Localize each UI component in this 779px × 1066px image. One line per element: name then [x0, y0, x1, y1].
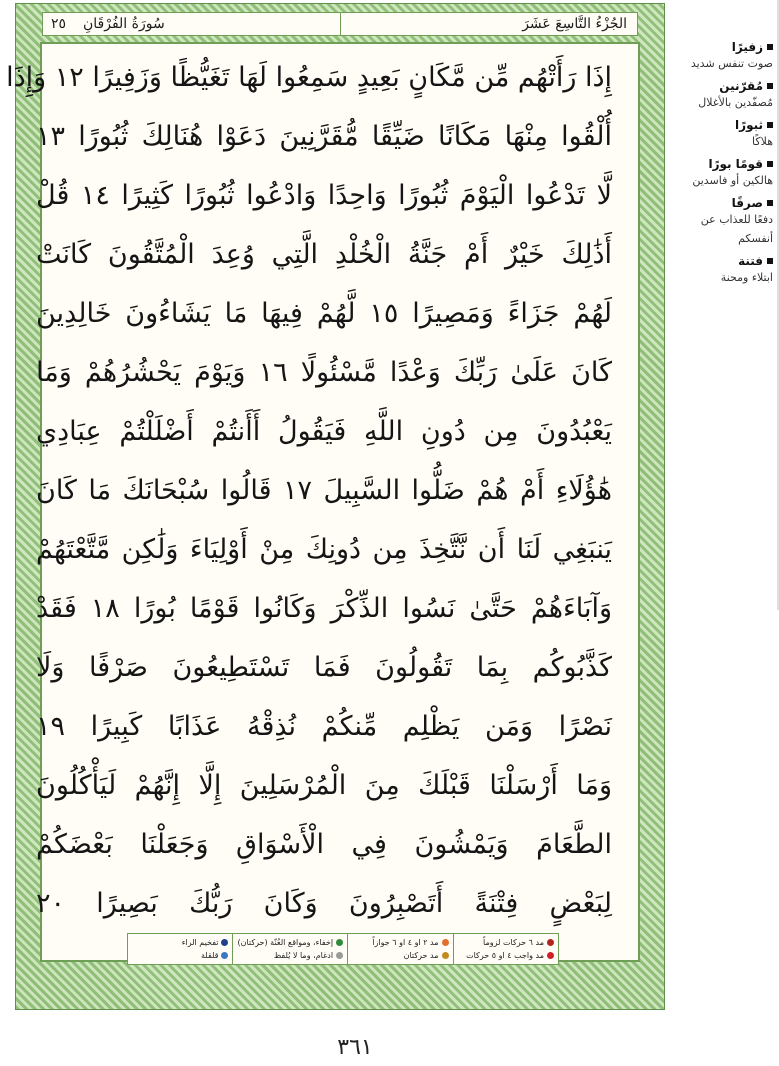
legend-item	[458, 949, 554, 962]
bullet-icon	[767, 161, 773, 167]
bullet-icon	[767, 44, 773, 50]
glossary-item	[683, 40, 773, 73]
bullet-icon	[767, 258, 773, 264]
legend-item	[132, 936, 228, 949]
glossary-item	[683, 118, 773, 151]
legend-color-dot	[547, 952, 554, 959]
legend-color-dot	[442, 952, 449, 959]
glossary-item	[683, 196, 773, 248]
header-surah-number: ٢٥	[51, 16, 67, 32]
legend-label: مد حركتان	[403, 951, 439, 960]
text-line-15: لِبَعْضٍ فِتْنَةً أَتَصْبِرُونَ وَكَانَ رَبُّكَ بَصِيرًا ٢٠	[36, 888, 612, 919]
text-line-8: هَٰؤُلَاءِ أَمْ هُمْ ضَلُّوا السَّبِيلَ ١٧ قَالُوا سُبْحَانَكَ مَا كَانَ	[36, 475, 612, 506]
glossary-definition: صوت تنفس شديد	[690, 57, 773, 70]
glossary-word: مُقرّنين	[719, 79, 763, 93]
quran-text	[6, 50, 613, 950]
glossary-word: صرفًا	[731, 196, 763, 210]
legend-color-dot	[221, 939, 228, 946]
text-line-9: يَنبَغِي لَنَا أَن نَّتَّخِذَ مِن دُونِكَ مِنْ أَوْلِيَاءَ وَلَٰكِن مَّتَّعْتَهُمْ	[36, 534, 612, 565]
text-line-2: أُلْقُوا مِنْهَا مَكَانًا ضَيِّقًا مُّقَرَّنِينَ دَعَوْا هُنَالِكَ ثُبُورًا ١٣	[36, 121, 612, 152]
legend-label: تفخيم الراء	[181, 938, 219, 947]
legend-item	[237, 936, 343, 949]
text-line-4: أَذَٰلِكَ خَيْرٌ أَمْ جَنَّةُ الْخُلْدِ الَّتِي وُعِدَ الْمُتَّقُونَ كَانَتْ	[36, 239, 612, 270]
legend-color-dot	[336, 939, 343, 946]
legend-label: قلقلة	[201, 951, 219, 960]
glossary-word: فتنة	[738, 254, 763, 268]
text-line-10: وَآبَاءَهُمْ حَتَّىٰ نَسُوا الذِّكْرَ وَكَانُوا قَوْمًا بُورًا ١٨ فَقَدْ	[36, 593, 613, 624]
legend-column	[128, 934, 232, 964]
glossary-item	[683, 157, 773, 190]
glossary-definition: هالكين أو فاسدين	[692, 174, 773, 187]
header-divider	[340, 13, 341, 35]
glossary-sidebar	[683, 40, 773, 293]
legend-label: مد ٢ او ٤ او ٦ جوازاً	[372, 938, 439, 947]
page-header	[42, 12, 638, 36]
legend-label: مد ٦ حركات لزوماً	[483, 938, 544, 947]
legend-color-dot	[221, 952, 228, 959]
text-line-14: الطَّعَامَ وَيَمْشُونَ فِي الْأَسْوَاقِ وَجَعَلْنَا بَعْضَكُمْ	[36, 829, 612, 860]
header-juz-name: الجُزْءُ التَّاسِعَ عَشَرَ	[522, 16, 627, 32]
text-line-7: يَعْبُدُونَ مِن دُونِ اللَّهِ فَيَقُولُ أَأَنتُمْ أَضْلَلْتُمْ عِبَادِي	[36, 416, 612, 447]
glossary-item	[683, 254, 773, 287]
glossary-definition: مُصفّدين بالأغلال	[698, 96, 773, 109]
legend-label: إخفاء، ومواقع الغُنّة (حركتان)	[237, 938, 334, 947]
page-number: ٣٦١	[337, 1035, 373, 1060]
text-line-6: كَانَ عَلَىٰ رَبِّكَ وَعْدًا مَّسْئُولًا ١٦ وَيَوْمَ يَحْشُرُهُمْ وَمَا	[36, 357, 612, 388]
legend-color-dot	[442, 939, 449, 946]
text-line-3: لَّا تَدْعُوا الْيَوْمَ ثُبُورًا وَاحِدًا وَادْعُوا ثُبُورًا كَثِيرًا ١٤ قُلْ	[36, 180, 613, 211]
legend-column	[232, 934, 347, 964]
glossary-definition: دفعًا للعذاب عن أنفسكم	[700, 213, 773, 245]
text-line-12: نَصْرًا وَمَن يَظْلِم مِّنكُمْ نُذِقْهُ عَذَابًا كَبِيرًا ١٩	[36, 711, 612, 742]
legend-color-dot	[336, 952, 343, 959]
glossary-word: زفيرًا	[731, 40, 763, 54]
legend-column	[453, 934, 558, 964]
tajweed-legend	[127, 933, 559, 965]
legend-item	[132, 949, 228, 962]
legend-label: مد واجب ٤ او ٥ حركات	[466, 951, 544, 960]
legend-item	[352, 949, 448, 962]
bullet-icon	[767, 83, 773, 89]
glossary-definition: ابتلاء ومحنة	[720, 271, 773, 284]
legend-label: ادغام، وما لا يُلفظ	[273, 951, 334, 960]
legend-item	[237, 949, 343, 962]
legend-item	[458, 936, 554, 949]
text-line-1: إِذَا رَأَتْهُم مِّن مَّكَانٍ بَعِيدٍ سَمِعُوا لَهَا تَغَيُّظًا وَزَفِيرًا ١٢ وَإِذَا	[6, 62, 612, 93]
header-surah-name: سُورَةُ الفُرْقَانِ	[83, 16, 165, 32]
glossary-word: ثبورًا	[735, 118, 763, 132]
legend-item	[352, 936, 448, 949]
bullet-icon	[767, 122, 773, 128]
text-line-11: كَذَّبُوكُم بِمَا تَقُولُونَ فَمَا تَسْتَطِيعُونَ صَرْفًا وَلَا	[36, 652, 612, 683]
glossary-word: قومًا بورًا	[708, 157, 763, 171]
legend-column	[347, 934, 452, 964]
legend-color-dot	[547, 939, 554, 946]
glossary-item	[683, 79, 773, 112]
bullet-icon	[767, 200, 773, 206]
text-line-13: وَمَا أَرْسَلْنَا قَبْلَكَ مِنَ الْمُرْسَلِينَ إِلَّا إِنَّهُمْ لَيَأْكُلُونَ	[36, 770, 612, 801]
text-line-5: لَهُمْ جَزَاءً وَمَصِيرًا ١٥ لَّهُمْ فِيهَا مَا يَشَاءُونَ خَالِدِينَ	[36, 298, 612, 329]
glossary-definition: هلاكًا	[752, 135, 773, 148]
